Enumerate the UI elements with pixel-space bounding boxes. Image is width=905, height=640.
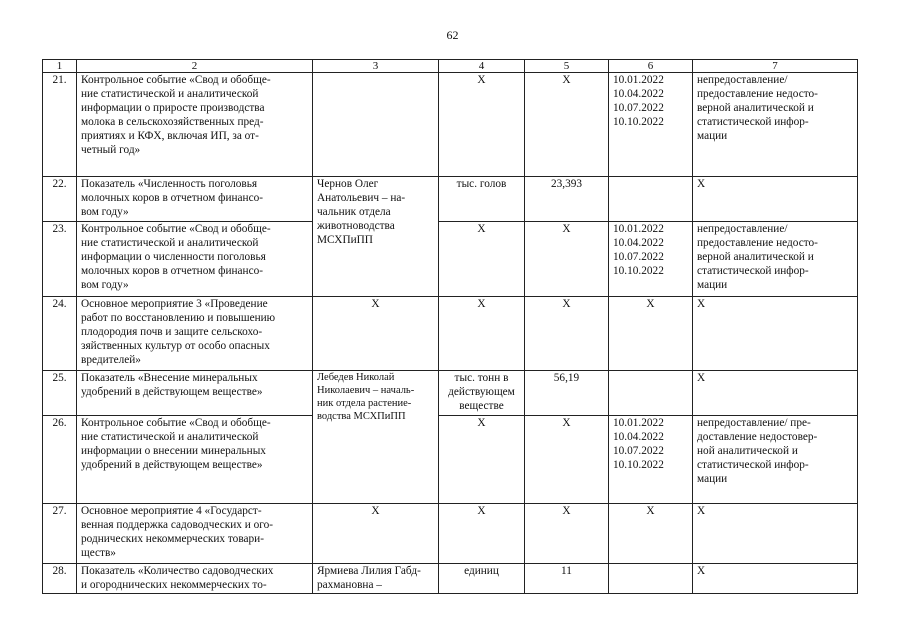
column-header: 7 xyxy=(693,60,858,73)
row-description: Контрольное событие «Свод и обобще- ние статистической и аналитической информации о численности поголовья молочных коров в отчетном финансо- вом году» xyxy=(77,222,313,297)
value-cell: X xyxy=(525,73,609,177)
dates-cell: 10.01.2022 10.04.2022 10.07.2022 10.10.2022 xyxy=(609,222,693,297)
header-row xyxy=(43,60,858,73)
unit-cell: X xyxy=(439,73,525,177)
row-description: Показатель «Внесение минеральных удобрений в действующем веществе» xyxy=(77,371,313,416)
row-number: 28. xyxy=(43,564,77,594)
measures-table xyxy=(42,59,858,594)
column-header: 3 xyxy=(313,60,439,73)
row-description: Контрольное событие «Свод и обобще- ние статистической и аналитической информации о приросте производства молока в сельскохозяйственных пред- приятиях и КФХ, включая ИП, за от- четный год» xyxy=(77,73,313,177)
row-number: 21. xyxy=(43,73,77,177)
row-number: 22. xyxy=(43,177,77,222)
responsible-cell xyxy=(313,73,439,177)
dates-cell: 10.01.2022 10.04.2022 10.07.2022 10.10.2022 xyxy=(609,416,693,504)
dates-cell xyxy=(609,564,693,594)
responsible-cell: Ярмиева Лилия Габд- рахмановна – xyxy=(313,564,439,594)
dates-cell xyxy=(609,177,693,222)
risk-cell: X xyxy=(693,371,858,416)
row-number: 26. xyxy=(43,416,77,504)
column-header: 1 xyxy=(43,60,77,73)
row-description: Показатель «Количество садоводческих и огороднических некоммерческих то- xyxy=(77,564,313,594)
value-cell: X xyxy=(525,297,609,371)
row-number: 24. xyxy=(43,297,77,371)
table-row xyxy=(43,371,858,416)
risk-cell: непредоставление/ предоставление недосто- верной аналитической и статистической инфор- мации xyxy=(693,222,858,297)
row-description: Показатель «Численность поголовья молочных коров в отчетном финансо- вом году» xyxy=(77,177,313,222)
table-row xyxy=(43,416,858,504)
column-header: 2 xyxy=(77,60,313,73)
row-description: Основное мероприятие 4 «Государст- венная поддержка садоводческих и ого- роднических некоммерческих товари- ществ» xyxy=(77,504,313,564)
risk-cell: X xyxy=(693,177,858,222)
unit-cell: тыс. голов xyxy=(439,177,525,222)
column-header: 4 xyxy=(439,60,525,73)
page-number: 62 xyxy=(446,28,459,42)
value-cell: X xyxy=(525,222,609,297)
table-row xyxy=(43,222,858,297)
dates-cell xyxy=(609,371,693,416)
value-cell: 56,19 xyxy=(525,371,609,416)
responsible-cell: Чернов Олег Анатольевич – на- чальник отдела животноводства МСХПиПП xyxy=(313,177,439,297)
risk-cell: X xyxy=(693,564,858,594)
unit-cell: тыс. тонн в действующем веществе xyxy=(439,371,525,416)
table-row xyxy=(43,504,858,564)
table-row xyxy=(43,177,858,222)
table-row xyxy=(43,297,858,371)
table-row xyxy=(43,73,858,177)
column-header: 6 xyxy=(609,60,693,73)
risk-cell: X xyxy=(693,297,858,371)
dates-cell: X xyxy=(609,504,693,564)
risk-cell: X xyxy=(693,504,858,564)
column-header: 5 xyxy=(525,60,609,73)
responsible-cell: X xyxy=(313,504,439,564)
unit-cell: X xyxy=(439,222,525,297)
responsible-cell: X xyxy=(313,297,439,371)
dates-cell: 10.01.2022 10.04.2022 10.07.2022 10.10.2022 xyxy=(609,73,693,177)
row-number: 27. xyxy=(43,504,77,564)
value-cell: X xyxy=(525,504,609,564)
value-cell: X xyxy=(525,416,609,504)
row-number: 23. xyxy=(43,222,77,297)
risk-cell: непредоставление/ пре- доставление недостовер- ной аналитической и статистической инфор- мации xyxy=(693,416,858,504)
risk-cell: непредоставление/ предоставление недосто- верной аналитической и статистической инфор- мации xyxy=(693,73,858,177)
value-cell: 11 xyxy=(525,564,609,594)
row-description: Контрольное событие «Свод и обобще- ние статистической и аналитической информации о внесении минеральных удобрений в действующем веществе» xyxy=(77,416,313,504)
unit-cell: X xyxy=(439,504,525,564)
value-cell: 23,393 xyxy=(525,177,609,222)
table-row xyxy=(43,564,858,594)
row-number: 25. xyxy=(43,371,77,416)
unit-cell: X xyxy=(439,416,525,504)
responsible-cell: Лебедев Николай Николаевич – началь- ник отдела растение- водства МСХПиПП xyxy=(313,371,439,504)
row-description: Основное мероприятие 3 «Проведение работ по восстановлению и повышению плодородия почв и защите сельскохо- зяйственных культур от особо опасных вредителей» xyxy=(77,297,313,371)
unit-cell: единиц xyxy=(439,564,525,594)
dates-cell: X xyxy=(609,297,693,371)
unit-cell: X xyxy=(439,297,525,371)
